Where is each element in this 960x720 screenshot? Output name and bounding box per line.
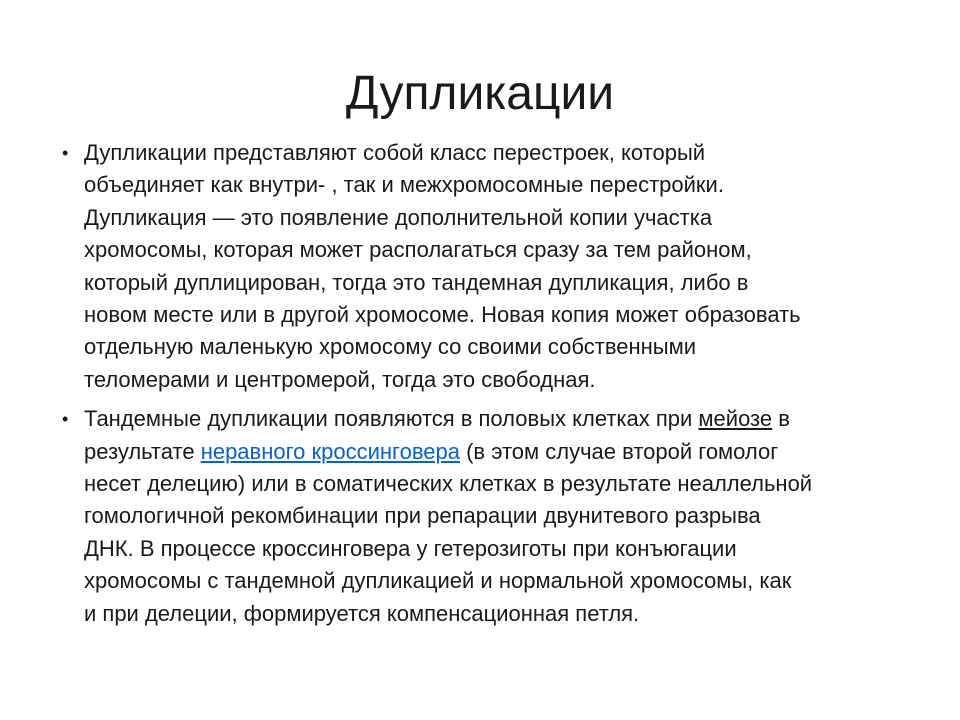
bullet-1-line-7: отдельную маленькую хромосому со своими собственными: [84, 334, 697, 360]
bullet-1-line-4: хромосомы, которая может располагаться сразу за тем районом,: [84, 237, 752, 263]
bullet-1-line-5: который дуплицирован, тогда это тандемная дупликация, либо в: [84, 269, 749, 295]
bullet-2-line-2: [84, 436, 904, 468]
bullet-1-line-2: объединяет как внутри- , так и межхромосомные перестройки.: [84, 172, 724, 198]
bullet-2-line-3: несет делецию) или в соматических клетках в результате неаллельной: [84, 471, 813, 497]
slide-title: Дупликации: [345, 67, 615, 120]
bullet-2-line-1: [84, 403, 904, 435]
bullet-1-line-1: Дупликации представляют собой класс перестроек, который: [84, 140, 706, 165]
bullet-1-line-8: теломерами и центромерой, тогда это свободная.: [84, 366, 596, 392]
bullet-2-line-7: и при делеции, формируется компенсационная петля.: [84, 600, 640, 626]
unequal-crossing-over-link[interactable]: неравного кроссинговера: [200, 438, 460, 464]
bullet-1-line-3: Дупликация — это появление дополнительной копии участка: [84, 204, 713, 230]
meiosis-link[interactable]: мейозе: [698, 406, 773, 432]
bullet-2-line-4: гомологичной рекомбинации при репарации двунитевого разрыва: [84, 503, 761, 529]
bullet-icon: •: [62, 409, 69, 430]
bullet-icon: •: [62, 143, 69, 163]
bullet-2-line-2-text: результате: [84, 438, 201, 464]
bullet-1-line-6: новом месте или в другой хромосоме. Новая копия может образовать: [84, 302, 801, 328]
bullet-2-line-2-tail: (в этом случае второй гомолог: [459, 438, 779, 464]
bullet-2-line-6: хромосомы с тандемной дупликацией и нормальной хромосомы, как: [84, 568, 792, 594]
bullet-item-1: [62, 137, 904, 396]
bullet-item-2: [62, 403, 904, 630]
bullet-2-line-1-text: Тандемные дупликации появляются в половых клетках при: [84, 406, 699, 432]
bullet-2-line-5: ДНК. В процессе кроссинговера у гетерозиготы при конъюгации: [84, 535, 737, 561]
bullet-2-line-1-tail: в: [772, 406, 790, 432]
bullet-list: [62, 137, 904, 637]
